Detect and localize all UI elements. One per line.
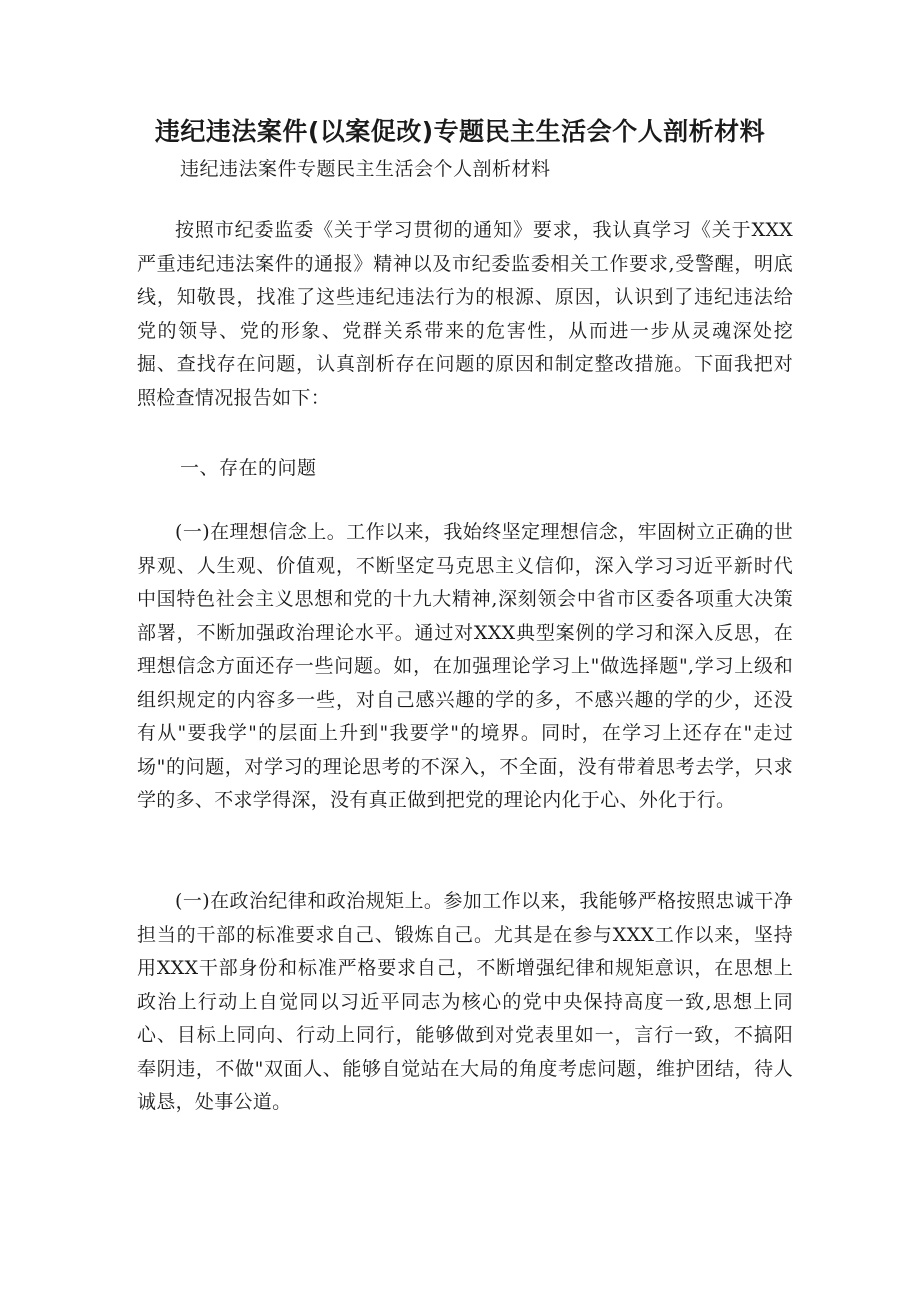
section-paragraph-discipline: (一)在政治纪律和政治规矩上。参加工作以来，我能够严格按照忠诚干净担当的干部的标准要求自己、锻炼自己。尤其是在参与XXX工作以来，坚持用XXX干部身份和标准严格要求自己，不断增强纪律和规矩意识，在思想上政治上行动上自觉同以习近平同志为核心的党中央保持高度一致,思想上同心、目标上同向、行动上同行，能够做到对党表里如一，言行一致，不搞阳奉阴违，不做"双面人、能够自觉站在大局的角度考虑问题，维护团结，待人诚恳，处事公道。: [137, 890, 793, 1113]
section-heading: 一、存在的问题: [180, 457, 317, 479]
document-subtitle: 违纪违法案件专题民主生活会个人剖析材料: [180, 158, 551, 180]
intro-paragraph: 按照市纪委监委《关于学习贯彻的通知》要求，我认真学习《关于XXX严重违纪违法案件的通报》精神以及市纪委监委相关工作要求,受警醒，明底线，知敬畏，找准了这些违纪违法行为的根源、原因，认识到了违纪违法给党的领导、党的形象、党群关系带来的危害性，从而进一步从灵魂深处挖掘、查找存在问题，认真剖析存在问题的原因和制定整改措施。下面我把对照检查情况报告如下：: [137, 219, 793, 409]
document-title: 违纪违法案件(以案促改)专题民主生活会个人剖析材料: [154, 117, 766, 146]
section-paragraph-ideals: (一)在理想信念上。工作以来，我始终坚定理想信念，牢固树立正确的世界观、人生观、价值观，不断坚定马克思主义信仰，深入学习习近平新时代中国特色社会主义思想和党的十九大精神,深刻领会中省市区委各项重大决策部署，不断加强政治理论水平。通过对XXX典型案例的学习和深入反思，在理想信念方面还存一些问题。如，在加强理论学习上"做选择题",学习上级和组织规定的内容多一些，对自己感兴趣的学的多，不感兴趣的学的少，还没有从"要我学"的层面上升到"我要学"的境界。同时，在学习上还存在"走过场"的问题，对学习的理论思考的不深入，不全面，没有带着思考去学，只求学的多、不求学得深，没有真正做到把党的理论内化于心、外化于行。: [137, 521, 793, 811]
